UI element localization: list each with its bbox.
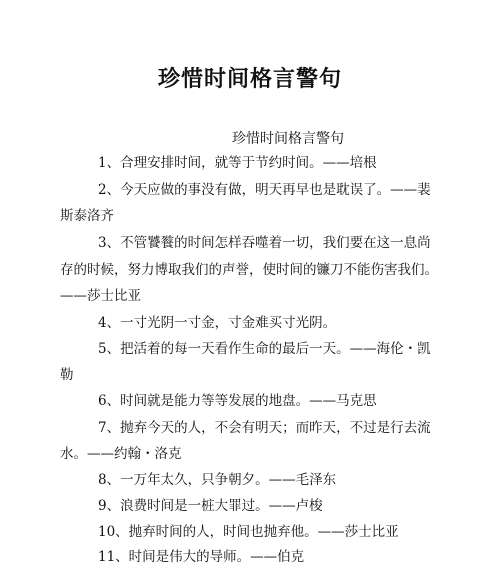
- quote-line: 1、合理安排时间，就等于节约时间。——培根: [98, 155, 377, 171]
- quote-line: 勒: [60, 367, 74, 383]
- quote-line: 11、时间是伟大的导师。——伯克: [98, 549, 305, 565]
- quote-line: 10、抛弃时间的人，时间也抛弃他。——莎士比亚: [98, 524, 399, 540]
- document-title: 珍惜时间格言警句: [157, 66, 342, 92]
- quote-line: 9、浪费时间是一桩大罪过。——卢梭: [98, 498, 323, 514]
- quote-line: 斯泰洛齐: [60, 208, 114, 224]
- quote-line: 2、今天应做的事没有做，明天再早也是耽误了。——裴: [98, 182, 431, 198]
- quote-line: 7、抛弃今天的人，不会有明天；而昨天，不过是行去流: [98, 420, 431, 436]
- quote-line: 水。——约翰・洛克: [60, 446, 182, 462]
- quote-line: 3、不管饕餮的时间怎样吞噬着一切，我们要在这一息尚: [98, 235, 431, 251]
- quote-line: 存的时候，努力博取我们的声誉，使时间的镰刀不能伤害我们。: [60, 262, 438, 278]
- quote-line: 4、一寸光阴一寸金，寸金难买寸光阴。: [98, 315, 337, 331]
- quote-line: 8、一万年太久，只争朝夕。——毛泽东: [98, 472, 337, 488]
- quote-line: 6、时间就是能力等等发展的地盘。——马克思: [98, 393, 377, 409]
- quote-line: ——莎士比亚: [60, 288, 141, 304]
- quote-line: 5、把活着的每一天看作生命的最后一天。——海伦・凯: [98, 341, 431, 357]
- document-subtitle: 珍惜时间格言警句: [232, 131, 344, 147]
